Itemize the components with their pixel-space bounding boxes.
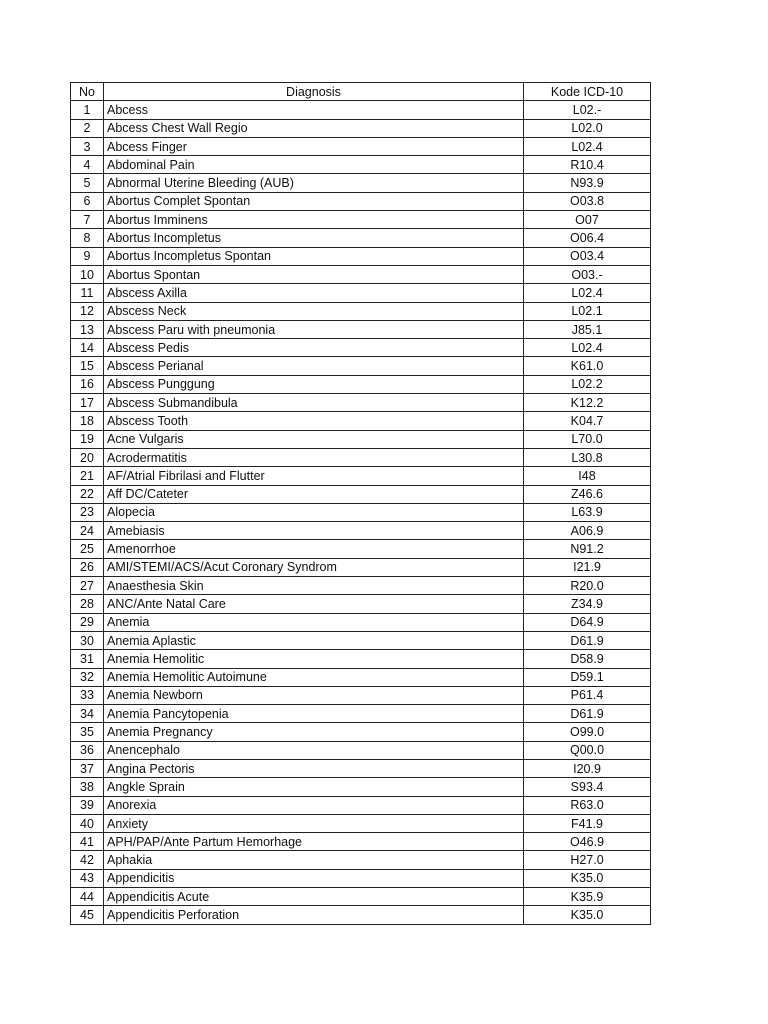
icd-code-cell: D64.9: [524, 613, 651, 631]
row-number: 21: [71, 467, 104, 485]
table-header-row: [71, 83, 651, 101]
row-number: 16: [71, 375, 104, 393]
row-number: 24: [71, 522, 104, 540]
row-number: 23: [71, 503, 104, 521]
diagnosis-cell: Abscess Pedis: [104, 339, 524, 357]
row-number: 17: [71, 394, 104, 412]
table-row: [71, 156, 651, 174]
diagnosis-cell: Abcess Finger: [104, 137, 524, 155]
icd-code-cell: K35.0: [524, 906, 651, 924]
icd-code-cell: Q00.0: [524, 741, 651, 759]
diagnosis-cell: Appendicitis Perforation: [104, 906, 524, 924]
table-row: [71, 741, 651, 759]
table-body: [71, 101, 651, 924]
row-number: 42: [71, 851, 104, 869]
table-row: [71, 869, 651, 887]
icd-code-cell: L02.4: [524, 137, 651, 155]
table-row: [71, 101, 651, 119]
diagnosis-cell: Anemia: [104, 613, 524, 631]
table-row: [71, 284, 651, 302]
icd-code-cell: O03.-: [524, 265, 651, 283]
diagnosis-cell: Anorexia: [104, 796, 524, 814]
table-row: [71, 467, 651, 485]
icd-code-cell: L02.4: [524, 284, 651, 302]
icd-code-cell: R63.0: [524, 796, 651, 814]
table-row: [71, 430, 651, 448]
diagnosis-cell: Anemia Pregnancy: [104, 723, 524, 741]
icd-code-cell: R20.0: [524, 577, 651, 595]
row-number: 26: [71, 558, 104, 576]
row-number: 6: [71, 192, 104, 210]
diagnosis-cell: Abscess Submandibula: [104, 394, 524, 412]
row-number: 1: [71, 101, 104, 119]
diagnosis-cell: Anemia Pancytopenia: [104, 705, 524, 723]
table-row: [71, 888, 651, 906]
row-number: 19: [71, 430, 104, 448]
diagnosis-cell: Alopecia: [104, 503, 524, 521]
table-row: [71, 412, 651, 430]
diagnosis-cell: Abortus Incompletus: [104, 229, 524, 247]
diagnosis-cell: Appendicitis: [104, 869, 524, 887]
row-number: 34: [71, 705, 104, 723]
diagnosis-cell: Anemia Newborn: [104, 686, 524, 704]
table-row: [71, 174, 651, 192]
diagnosis-cell: Anaesthesia Skin: [104, 577, 524, 595]
diagnosis-cell: Abortus Spontan: [104, 265, 524, 283]
icd-code-cell: L02.1: [524, 302, 651, 320]
table-row: [71, 302, 651, 320]
icd-code-cell: L63.9: [524, 503, 651, 521]
table-row: [71, 613, 651, 631]
row-number: 8: [71, 229, 104, 247]
table-row: [71, 522, 651, 540]
diagnosis-cell: Anemia Hemolitic Autoimune: [104, 668, 524, 686]
table-row: [71, 485, 651, 503]
diagnosis-cell: Appendicitis Acute: [104, 888, 524, 906]
icd-code-cell: N93.9: [524, 174, 651, 192]
icd-code-cell: D58.9: [524, 650, 651, 668]
icd-code-cell: S93.4: [524, 778, 651, 796]
icd-code-cell: L02.2: [524, 375, 651, 393]
diagnosis-cell: AF/Atrial Fibrilasi and Flutter: [104, 467, 524, 485]
row-number: 32: [71, 668, 104, 686]
diagnosis-cell: Abortus Imminens: [104, 211, 524, 229]
icd-code-cell: O06.4: [524, 229, 651, 247]
row-number: 4: [71, 156, 104, 174]
icd-code-cell: O46.9: [524, 833, 651, 851]
icd-code-cell: R10.4: [524, 156, 651, 174]
diagnosis-cell: ANC/Ante Natal Care: [104, 595, 524, 613]
table-row: [71, 595, 651, 613]
table-row: [71, 503, 651, 521]
row-number: 28: [71, 595, 104, 613]
table-row: [71, 668, 651, 686]
table-row: [71, 375, 651, 393]
table-row: [71, 686, 651, 704]
diagnosis-cell: Amenorrhoe: [104, 540, 524, 558]
icd-code-cell: J85.1: [524, 320, 651, 338]
row-number: 33: [71, 686, 104, 704]
table-row: [71, 814, 651, 832]
diagnosis-cell: Abscess Axilla: [104, 284, 524, 302]
icd-code-cell: O07: [524, 211, 651, 229]
row-number: 43: [71, 869, 104, 887]
row-number: 10: [71, 265, 104, 283]
table-row: [71, 229, 651, 247]
icd-code-cell: D59.1: [524, 668, 651, 686]
row-number: 36: [71, 741, 104, 759]
row-number: 9: [71, 247, 104, 265]
diagnosis-cell: Acne Vulgaris: [104, 430, 524, 448]
row-number: 40: [71, 814, 104, 832]
icd-code-cell: K35.9: [524, 888, 651, 906]
icd-code-cell: A06.9: [524, 522, 651, 540]
table-row: [71, 320, 651, 338]
icd-code-cell: L30.8: [524, 448, 651, 466]
row-number: 14: [71, 339, 104, 357]
row-number: 12: [71, 302, 104, 320]
header-no: No: [71, 83, 104, 101]
diagnosis-cell: Amebiasis: [104, 522, 524, 540]
row-number: 15: [71, 357, 104, 375]
table-row: [71, 705, 651, 723]
diagnosis-cell: Abnormal Uterine Bleeding (AUB): [104, 174, 524, 192]
row-number: 11: [71, 284, 104, 302]
row-number: 35: [71, 723, 104, 741]
diagnosis-cell: APH/PAP/Ante Partum Hemorhage: [104, 833, 524, 851]
diagnosis-cell: Abcess: [104, 101, 524, 119]
header-diagnosis: Diagnosis: [104, 83, 524, 101]
row-number: 13: [71, 320, 104, 338]
row-number: 39: [71, 796, 104, 814]
table-row: [71, 540, 651, 558]
table-row: [71, 192, 651, 210]
diagnosis-cell: Abscess Paru with pneumonia: [104, 320, 524, 338]
row-number: 22: [71, 485, 104, 503]
icd-code-cell: L02.0: [524, 119, 651, 137]
table-row: [71, 759, 651, 777]
icd-code-cell: K35.0: [524, 869, 651, 887]
diagnosis-cell: Anencephalo: [104, 741, 524, 759]
diagnosis-cell: Abortus Incompletus Spontan: [104, 247, 524, 265]
icd-code-cell: L70.0: [524, 430, 651, 448]
table-row: [71, 448, 651, 466]
diagnosis-cell: Abscess Punggung: [104, 375, 524, 393]
row-number: 2: [71, 119, 104, 137]
icd-code-cell: O99.0: [524, 723, 651, 741]
icd-code-cell: Z46.6: [524, 485, 651, 503]
header-icd-code: Kode ICD-10: [524, 83, 651, 101]
diagnosis-cell: Abscess Tooth: [104, 412, 524, 430]
table-row: [71, 906, 651, 924]
table-row: [71, 211, 651, 229]
table-row: [71, 723, 651, 741]
icd-code-cell: D61.9: [524, 631, 651, 649]
row-number: 5: [71, 174, 104, 192]
row-number: 7: [71, 211, 104, 229]
diagnosis-cell: Aff DC/Cateter: [104, 485, 524, 503]
icd-code-cell: P61.4: [524, 686, 651, 704]
table-row: [71, 357, 651, 375]
icd-code-cell: K61.0: [524, 357, 651, 375]
table-row: [71, 558, 651, 576]
diagnosis-cell: Abdominal Pain: [104, 156, 524, 174]
row-number: 29: [71, 613, 104, 631]
icd-code-cell: I20.9: [524, 759, 651, 777]
icd-code-cell: O03.8: [524, 192, 651, 210]
row-number: 38: [71, 778, 104, 796]
icd-code-cell: D61.9: [524, 705, 651, 723]
row-number: 27: [71, 577, 104, 595]
icd-code-cell: K04.7: [524, 412, 651, 430]
table-row: [71, 851, 651, 869]
diagnosis-cell: Abortus Complet Spontan: [104, 192, 524, 210]
table-row: [71, 650, 651, 668]
icd-code-cell: F41.9: [524, 814, 651, 832]
table-row: [71, 796, 651, 814]
diagnosis-cell: Abcess Chest Wall Regio: [104, 119, 524, 137]
row-number: 3: [71, 137, 104, 155]
icd-code-cell: L02.4: [524, 339, 651, 357]
diagnosis-cell: Angkle Sprain: [104, 778, 524, 796]
table-row: [71, 778, 651, 796]
diagnosis-cell: Abscess Neck: [104, 302, 524, 320]
table-row: [71, 631, 651, 649]
row-number: 37: [71, 759, 104, 777]
row-number: 20: [71, 448, 104, 466]
table-row: [71, 833, 651, 851]
diagnosis-cell: Anemia Aplastic: [104, 631, 524, 649]
diagnosis-cell: Abscess Perianal: [104, 357, 524, 375]
row-number: 25: [71, 540, 104, 558]
diagnosis-cell: Anxiety: [104, 814, 524, 832]
diagnosis-cell: Acrodermatitis: [104, 448, 524, 466]
icd-10-table: [70, 82, 651, 925]
icd-code-cell: O03.4: [524, 247, 651, 265]
row-number: 18: [71, 412, 104, 430]
row-number: 31: [71, 650, 104, 668]
diagnosis-cell: Aphakia: [104, 851, 524, 869]
icd-code-cell: N91.2: [524, 540, 651, 558]
row-number: 41: [71, 833, 104, 851]
diagnosis-cell: Angina Pectoris: [104, 759, 524, 777]
table-row: [71, 247, 651, 265]
table-row: [71, 339, 651, 357]
table-row: [71, 265, 651, 283]
icd-code-cell: K12.2: [524, 394, 651, 412]
table-row: [71, 137, 651, 155]
diagnosis-cell: AMI/STEMI/ACS/Acut Coronary Syndrom: [104, 558, 524, 576]
icd-code-cell: I48: [524, 467, 651, 485]
row-number: 45: [71, 906, 104, 924]
icd-code-cell: Z34.9: [524, 595, 651, 613]
icd-code-cell: L02.-: [524, 101, 651, 119]
icd-code-cell: I21.9: [524, 558, 651, 576]
table-row: [71, 394, 651, 412]
row-number: 44: [71, 888, 104, 906]
table-row: [71, 577, 651, 595]
table-row: [71, 119, 651, 137]
diagnosis-cell: Anemia Hemolitic: [104, 650, 524, 668]
icd-code-cell: H27.0: [524, 851, 651, 869]
row-number: 30: [71, 631, 104, 649]
